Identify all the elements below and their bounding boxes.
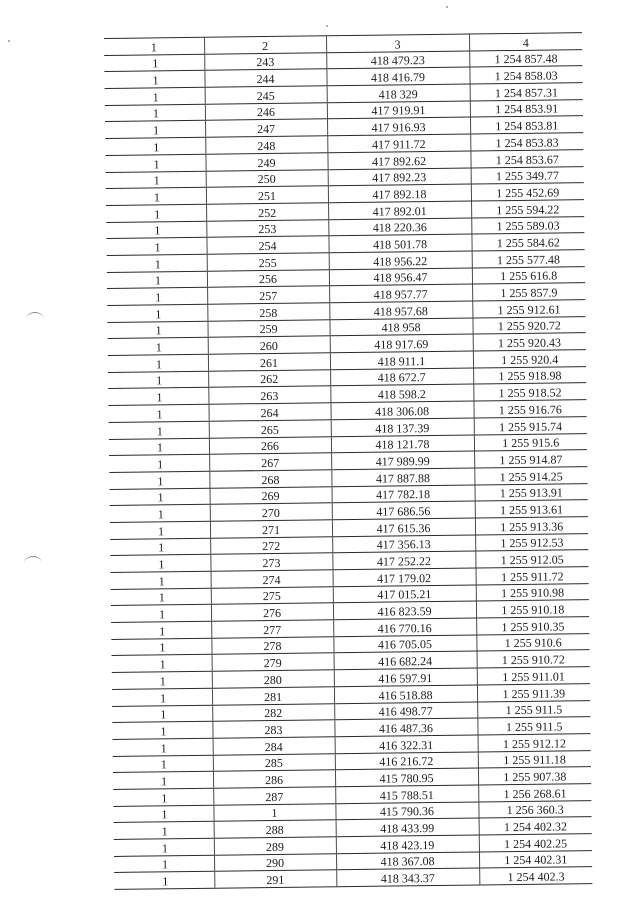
x-coordinate-cell: 418 501.78	[328, 234, 471, 252]
coordinates-table	[104, 32, 592, 890]
y-coordinate-cell: 1 255 913.91	[474, 483, 587, 501]
y-coordinate-cell: 1 255 589.03	[471, 216, 584, 234]
x-coordinate-cell: 418 956.22	[329, 251, 472, 269]
x-coordinate-cell: 418 306.08	[330, 401, 473, 419]
point-number-cell: 245	[205, 86, 327, 104]
y-coordinate-cell: 1 255 916.76	[473, 400, 586, 418]
y-coordinate-cell: 1 255 911.01	[477, 667, 590, 685]
contour-number-cell: 1	[114, 822, 214, 840]
point-number-cell: 252	[206, 203, 328, 221]
y-coordinate-cell: 1 255 915.6	[474, 433, 587, 451]
contour-number-cell: 1	[114, 872, 214, 890]
x-coordinate-cell: 418 220.36	[328, 218, 471, 236]
point-number-cell: 243	[204, 52, 326, 70]
x-coordinate-cell: 416 597.91	[334, 668, 477, 686]
contour-number-cell: 1	[112, 671, 212, 689]
contour-number-cell: 1	[105, 104, 205, 122]
scan-speck	[446, 6, 448, 8]
contour-number-cell: 1	[108, 388, 208, 406]
x-coordinate-cell: 418 367.08	[336, 852, 479, 870]
contour-number-cell: 1	[109, 438, 209, 456]
point-number-cell: 259	[207, 319, 329, 337]
column-header-4: 4	[469, 33, 582, 51]
y-coordinate-cell: 1 255 584.62	[471, 233, 584, 251]
y-coordinate-cell: 1 255 912.12	[478, 733, 591, 751]
x-coordinate-cell: 418 343.37	[336, 868, 479, 886]
y-coordinate-cell: 1 255 914.87	[474, 450, 587, 468]
y-coordinate-cell: 1 255 616.8	[472, 266, 585, 284]
point-number-cell: 257	[207, 286, 329, 304]
point-number-cell: 277	[211, 620, 333, 638]
contour-number-cell: 1	[108, 354, 208, 372]
contour-number-cell: 1	[113, 805, 213, 823]
y-coordinate-cell: 1 255 910.35	[476, 617, 589, 635]
y-coordinate-cell: 1 255 349.77	[471, 166, 584, 184]
y-coordinate-cell: 1 254 402.3	[479, 867, 592, 885]
point-number-cell: 258	[207, 303, 329, 321]
x-coordinate-cell: 417 989.99	[331, 451, 474, 469]
contour-number-cell: 1	[105, 87, 205, 105]
contour-number-cell: 1	[106, 221, 206, 239]
point-number-cell: 265	[209, 420, 331, 438]
point-number-cell: 266	[209, 436, 331, 454]
y-coordinate-cell: 1 254 853.91	[470, 99, 583, 117]
y-coordinate-cell: 1 255 594.22	[471, 200, 584, 218]
coordinates-table-wrapper	[104, 32, 592, 890]
y-coordinate-cell: 1 255 912.05	[475, 550, 588, 568]
x-coordinate-cell: 418 479.23	[326, 51, 469, 69]
x-coordinate-cell: 417 887.88	[331, 468, 474, 486]
contour-number-cell: 1	[112, 705, 212, 723]
point-number-cell: 260	[208, 336, 330, 354]
contour-number-cell: 1	[107, 254, 207, 272]
contour-number-cell: 1	[111, 588, 211, 606]
contour-number-cell: 1	[108, 404, 208, 422]
x-coordinate-cell: 417 916.93	[327, 117, 470, 135]
column-header-3: 3	[326, 34, 469, 52]
point-number-cell: 249	[205, 153, 327, 171]
point-number-cell: 255	[207, 253, 329, 271]
y-coordinate-cell: 1 254 853.83	[470, 133, 583, 151]
x-coordinate-cell: 417 179.02	[333, 568, 476, 586]
x-coordinate-cell: 417 911.72	[327, 134, 470, 152]
point-number-cell: 267	[209, 453, 331, 471]
point-number-cell: 289	[214, 837, 336, 855]
point-number-cell: 282	[212, 703, 334, 721]
point-number-cell: 283	[212, 720, 334, 738]
binding-hole-mark	[26, 312, 44, 327]
contour-number-cell: 1	[104, 54, 204, 72]
x-coordinate-cell: 417 892.23	[328, 168, 471, 186]
y-coordinate-cell: 1 255 914.25	[474, 467, 587, 485]
point-number-cell: 244	[204, 69, 326, 87]
point-number-cell: 263	[208, 386, 330, 404]
x-coordinate-cell: 418 911.1	[330, 351, 473, 369]
contour-number-cell: 1	[111, 571, 211, 589]
y-coordinate-cell: 1 255 910.98	[476, 583, 589, 601]
contour-number-cell: 1	[107, 304, 207, 322]
x-coordinate-cell: 417 686.56	[332, 501, 475, 519]
y-coordinate-cell: 1 254 857.31	[470, 83, 583, 101]
point-number-cell: 290	[214, 853, 336, 871]
contour-number-cell: 1	[107, 288, 207, 306]
point-number-cell: 287	[213, 787, 335, 805]
point-number-cell: 250	[206, 169, 328, 187]
x-coordinate-cell: 416 705.05	[333, 635, 476, 653]
point-number-cell: 279	[212, 653, 334, 671]
x-coordinate-cell: 417 892.01	[328, 201, 471, 219]
contour-number-cell: 1	[113, 788, 213, 806]
contour-number-cell: 1	[110, 488, 210, 506]
x-coordinate-cell: 418 672.7	[330, 368, 473, 386]
point-number-cell: 284	[213, 737, 335, 755]
contour-number-cell: 1	[105, 154, 205, 172]
y-coordinate-cell: 1 255 907.38	[478, 767, 591, 785]
y-coordinate-cell: 1 255 912.53	[475, 533, 588, 551]
column-header-1: 1	[104, 37, 204, 55]
contour-number-cell: 1	[113, 738, 213, 756]
x-coordinate-cell: 418 917.69	[330, 334, 473, 352]
point-number-cell: 246	[205, 103, 327, 121]
point-number-cell: 285	[213, 753, 335, 771]
contour-number-cell: 1	[110, 538, 210, 556]
point-number-cell: 247	[205, 119, 327, 137]
x-coordinate-cell: 417 015.21	[333, 585, 476, 603]
y-coordinate-cell: 1 255 918.52	[473, 383, 586, 401]
x-coordinate-cell: 418 433.99	[336, 818, 479, 836]
point-number-cell: 256	[207, 269, 329, 287]
point-number-cell: 288	[214, 820, 336, 838]
contour-number-cell: 1	[110, 504, 210, 522]
y-coordinate-cell: 1 254 857.48	[469, 49, 582, 67]
point-number-cell: 253	[206, 219, 328, 237]
point-number-cell: 248	[205, 136, 327, 154]
x-coordinate-cell: 415 788.51	[335, 785, 478, 803]
x-coordinate-cell: 418 329	[327, 84, 470, 102]
y-coordinate-cell: 1 255 910.18	[476, 600, 589, 618]
x-coordinate-cell: 417 892.18	[328, 184, 471, 202]
contour-number-cell: 1	[109, 421, 209, 439]
point-number-cell: 276	[211, 603, 333, 621]
point-number-cell: 272	[210, 536, 332, 554]
x-coordinate-cell: 416 498.77	[334, 701, 477, 719]
contour-number-cell: 1	[111, 638, 211, 656]
y-coordinate-cell: 1 255 915.74	[474, 416, 587, 434]
point-number-cell: 251	[206, 186, 328, 204]
contour-number-cell: 1	[105, 137, 205, 155]
x-coordinate-cell: 418 423.19	[336, 835, 479, 853]
contour-number-cell: 1	[106, 171, 206, 189]
x-coordinate-cell: 417 782.18	[331, 485, 474, 503]
x-coordinate-cell: 417 615.36	[332, 518, 475, 536]
y-coordinate-cell: 1 255 920.4	[473, 350, 586, 368]
x-coordinate-cell: 416 682.24	[334, 651, 477, 669]
point-number-cell: 261	[208, 353, 330, 371]
y-coordinate-cell: 1 255 577.48	[472, 250, 585, 268]
contour-number-cell: 1	[109, 454, 209, 472]
y-coordinate-cell: 1 254 402.32	[479, 817, 592, 835]
point-number-cell: 254	[206, 236, 328, 254]
contour-number-cell: 1	[106, 204, 206, 222]
contour-number-cell: 1	[112, 688, 212, 706]
x-coordinate-cell: 417 252.22	[332, 551, 475, 569]
x-coordinate-cell: 415 780.95	[335, 768, 478, 786]
x-coordinate-cell: 418 956.47	[329, 268, 472, 286]
contour-number-cell: 1	[114, 838, 214, 856]
point-number-cell: 280	[212, 670, 334, 688]
x-coordinate-cell: 417 892.62	[327, 151, 470, 169]
contour-number-cell: 1	[109, 471, 209, 489]
y-coordinate-cell: 1 255 911.5	[477, 700, 590, 718]
point-number-cell: 281	[212, 687, 334, 705]
x-coordinate-cell: 418 598.2	[330, 384, 473, 402]
point-number-cell: 273	[210, 553, 332, 571]
point-number-cell: 269	[210, 486, 332, 504]
y-coordinate-cell: 1 255 911.39	[477, 683, 590, 701]
contour-number-cell: 1	[112, 655, 212, 673]
x-coordinate-cell: 416 487.36	[334, 718, 477, 736]
contour-number-cell: 1	[111, 605, 211, 623]
y-coordinate-cell: 1 256 360.3	[478, 800, 591, 818]
y-coordinate-cell: 1 254 853.81	[470, 116, 583, 134]
y-coordinate-cell: 1 254 402.25	[479, 834, 592, 852]
contour-number-cell: 1	[113, 771, 213, 789]
x-coordinate-cell: 418 957.68	[329, 301, 472, 319]
y-coordinate-cell: 1 255 910.6	[476, 633, 589, 651]
table-body	[104, 49, 592, 889]
contour-number-cell: 1	[108, 338, 208, 356]
contour-number-cell: 1	[106, 238, 206, 256]
y-coordinate-cell: 1 255 920.72	[472, 316, 585, 334]
x-coordinate-cell: 417 919.91	[327, 101, 470, 119]
y-coordinate-cell: 1 255 920.43	[473, 333, 586, 351]
y-coordinate-cell: 1 254 858.03	[469, 66, 582, 84]
y-coordinate-cell: 1 255 911.72	[476, 567, 589, 585]
contour-number-cell: 1	[111, 621, 211, 639]
contour-number-cell: 1	[107, 271, 207, 289]
y-coordinate-cell: 1 254 402.31	[479, 850, 592, 868]
x-coordinate-cell: 418 137.39	[331, 418, 474, 436]
point-number-cell: 278	[211, 636, 333, 654]
contour-number-cell: 1	[108, 371, 208, 389]
contour-number-cell: 1	[105, 121, 205, 139]
point-number-cell: 270	[210, 503, 332, 521]
point-number-cell: 291	[214, 870, 336, 888]
x-coordinate-cell: 416 770.16	[333, 618, 476, 636]
scan-speck	[8, 40, 10, 42]
point-number-cell: 275	[211, 586, 333, 604]
contour-number-cell: 1	[104, 71, 204, 89]
contour-number-cell: 1	[110, 521, 210, 539]
x-coordinate-cell: 418 957.77	[329, 284, 472, 302]
y-coordinate-cell: 1 256 268.61	[478, 784, 591, 802]
binding-hole-mark	[24, 556, 42, 571]
x-coordinate-cell: 416 518.88	[334, 685, 477, 703]
x-coordinate-cell: 416 823.59	[333, 601, 476, 619]
x-coordinate-cell: 415 790.36	[335, 802, 478, 820]
point-number-cell: 268	[209, 470, 331, 488]
x-coordinate-cell: 416 322.31	[335, 735, 478, 753]
y-coordinate-cell: 1 255 452.69	[471, 183, 584, 201]
contour-number-cell: 1	[113, 755, 213, 773]
contour-number-cell: 1	[107, 321, 207, 339]
y-coordinate-cell: 1 255 913.36	[475, 517, 588, 535]
scan-speck	[326, 25, 328, 27]
y-coordinate-cell: 1 255 857.9	[472, 283, 585, 301]
contour-number-cell: 1	[112, 721, 212, 739]
contour-number-cell: 1	[114, 855, 214, 873]
x-coordinate-cell: 418 958	[329, 318, 472, 336]
point-number-cell: 264	[208, 403, 330, 421]
y-coordinate-cell: 1 255 913.61	[475, 500, 588, 518]
point-number-cell: 286	[213, 770, 335, 788]
y-coordinate-cell: 1 255 912.61	[472, 300, 585, 318]
x-coordinate-cell: 416 216.72	[335, 752, 478, 770]
y-coordinate-cell: 1 255 910.72	[477, 650, 590, 668]
y-coordinate-cell: 1 255 918.98	[473, 366, 586, 384]
point-number-cell: 1	[213, 803, 335, 821]
y-coordinate-cell: 1 255 911.18	[478, 750, 591, 768]
point-number-cell: 274	[211, 570, 333, 588]
column-header-2: 2	[204, 36, 326, 54]
x-coordinate-cell: 418 121.78	[331, 435, 474, 453]
point-number-cell: 271	[210, 520, 332, 538]
contour-number-cell: 1	[110, 555, 210, 573]
x-coordinate-cell: 418 416.79	[326, 67, 469, 85]
contour-number-cell: 1	[106, 187, 206, 205]
y-coordinate-cell: 1 254 853.67	[470, 149, 583, 167]
point-number-cell: 262	[208, 370, 330, 388]
y-coordinate-cell: 1 255 911.5	[477, 717, 590, 735]
x-coordinate-cell: 417 356.13	[332, 535, 475, 553]
